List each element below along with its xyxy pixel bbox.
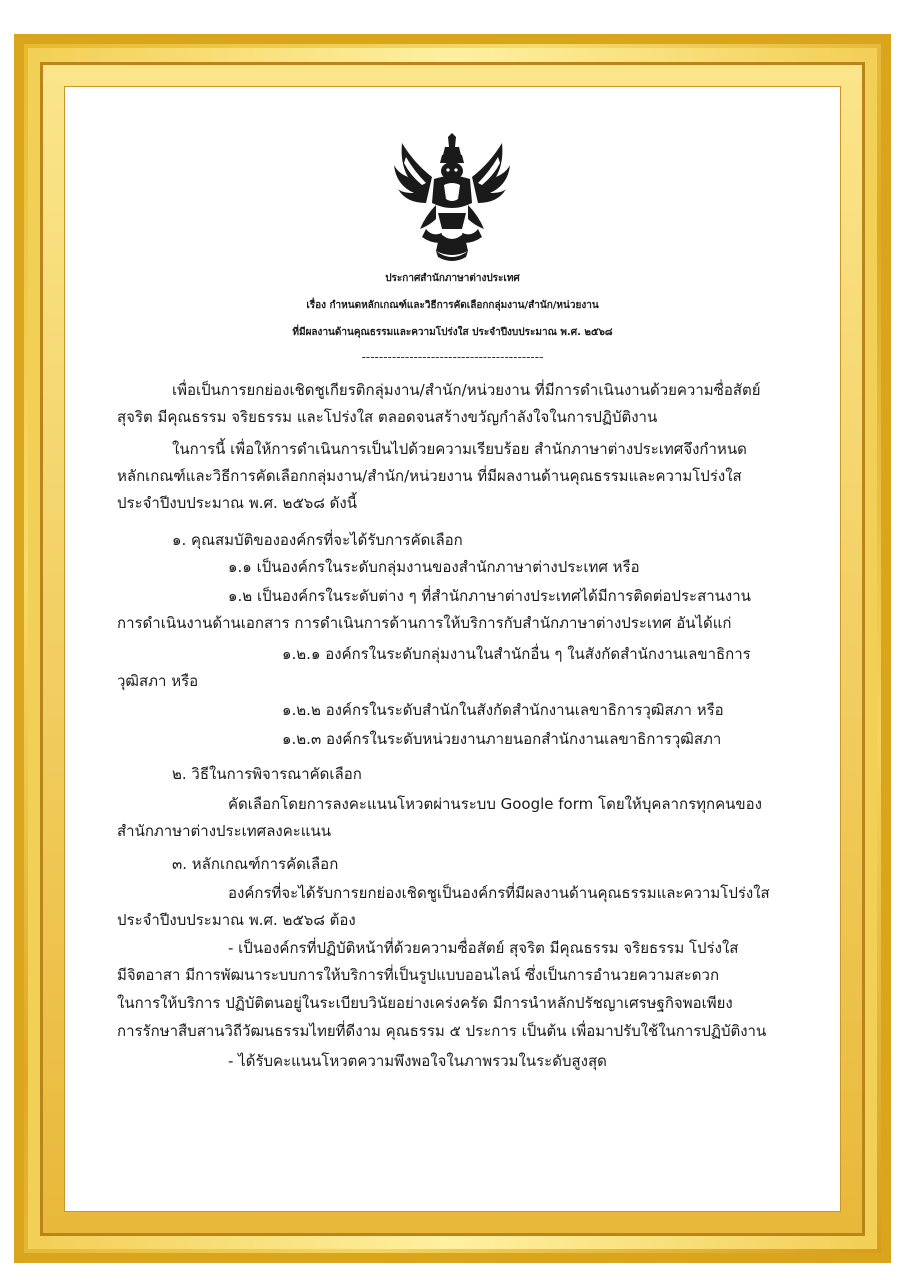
section-2-line-1: คัดเลือกโดยการลงคะแนนโหวตผ่านระบบ Google form โดยให้บุคลากรทุกคนของ	[228, 795, 762, 813]
title-line-1: ประกาศสำนักภาษาต่างประเทศ	[385, 273, 520, 284]
paragraph-1-line-1: เพื่อเป็นการยกย่องเชิดชูเกียรติกลุ่มงาน/สำนัก/หน่วยงาน ที่มีการดำเนินงานด้วยความซื่อสัตย์	[172, 381, 761, 399]
section-3-line-1: องค์กรที่จะได้รับการยกย่องเชิดชูเป็นองค์กรที่มีผลงานด้านคุณธรรมและความโปร่งใส	[228, 884, 770, 902]
section-2-heading: ๒. วิธีในการพิจารณาคัดเลือก	[172, 765, 362, 783]
bullet-2: - ได้รับคะแนนโหวตความพึงพอใจในภาพรวมในระดับสูงสุด	[228, 1052, 607, 1070]
bullet-1-line-1: - เป็นองค์กรที่ปฏิบัติหน้าที่ด้วยความซื่อสัตย์ สุจริต มีคุณธรรม จริยธรรม โปร่งใส	[228, 939, 739, 957]
section-1-heading: ๑. คุณสมบัติขององค์กรที่จะได้รับการคัดเลือก	[172, 531, 463, 549]
section-1-2-3: ๑.๒.๓ องค์กรในระดับหน่วยงานภายนอกสำนักงานเลขาธิการวุฒิสภา	[282, 730, 722, 748]
bullet-1-line-4: การรักษาสืบสานวิถีวัฒนธรรมไทยที่ดีงาม คุณธรรม ๕ ประการ เป็นต้น เพื่อมาปรับใช้ในการปฏิบัติงาน	[117, 1022, 767, 1040]
section-1-2-line-2: การดำเนินงานด้านเอกสาร การดำเนินการด้านการให้บริการกับสำนักภาษาต่างประเทศ อันได้แก่	[117, 614, 732, 632]
title-divider: ------------------------------------------	[361, 350, 544, 364]
bullet-1-line-2: มีจิตอาสา มีการพัฒนาระบบการให้บริการที่เป็นรูปแบบออนไลน์ ซึ่งเป็นการอำนวยความสะดวก	[117, 966, 720, 984]
title-line-3: ที่มีผลงานด้านคุณธรรมและความโปร่งใส ประจำปีงบประมาณ พ.ศ. ๒๕๖๘	[292, 327, 613, 338]
section-1-2-line-1: ๑.๒ เป็นองค์กรในระดับต่าง ๆ ที่สำนักภาษาต่างประเทศได้มีการติดต่อประสานงาน	[228, 587, 751, 605]
title-line-2: เรื่อง กำหนดหลักเกณฑ์และวิธีการคัดเลือกกลุ่มงาน/สำนัก/หน่วยงาน	[306, 300, 599, 311]
announcement-title	[100, 265, 805, 346]
section-1-2-1-line-1: ๑.๒.๑ องค์กรในระดับกลุ่มงานในสำนักอื่น ๆ ในสังกัดสำนักงานเลขาธิการ	[282, 645, 751, 663]
bullet-1-line-3: ในการให้บริการ ปฏิบัติตนอยู่ในระเบียบวินัยอย่างเคร่งครัด มีการนำหลักปรัชญาเศรษฐกิจพอเพียง	[117, 994, 733, 1012]
section-3-heading: ๓. หลักเกณฑ์การคัดเลือก	[172, 855, 339, 873]
paragraph-2-line-1: ในการนี้ เพื่อให้การดำเนินการเป็นไปด้วยความเรียบร้อย สำนักภาษาต่างประเทศจึงกำหนด	[172, 440, 747, 458]
section-2-line-2: สำนักภาษาต่างประเทศลงคะแนน	[117, 822, 331, 840]
paragraph-2-line-2: หลักเกณฑ์และวิธีการคัดเลือกกลุ่มงาน/สำนัก/หน่วยงาน ที่มีผลงานด้านคุณธรรมและความโปร่งใส	[117, 467, 742, 485]
garuda-emblem-icon	[392, 133, 512, 263]
section-1-1: ๑.๑ เป็นองค์กรในระดับกลุ่มงานของสำนักภาษาต่างประเทศ หรือ	[228, 558, 640, 576]
paragraph-2-line-3: ประจำปีงบประมาณ พ.ศ. ๒๕๖๘ ดังนี้	[117, 494, 357, 512]
section-3-line-2: ประจำปีงบประมาณ พ.ศ. ๒๕๖๘ ต้อง	[117, 911, 356, 929]
section-1-2-1-line-2: วุฒิสภา หรือ	[117, 672, 199, 690]
paragraph-1-line-2: สุจริต มีคุณธรรม จริยธรรม และโปร่งใส ตลอดจนสร้างขวัญกำลังใจในการปฏิบัติงาน	[117, 408, 658, 426]
section-1-2-2: ๑.๒.๒ องค์กรในระดับสำนักในสังกัดสำนักงานเลขาธิการวุฒิสภา หรือ	[282, 701, 724, 719]
